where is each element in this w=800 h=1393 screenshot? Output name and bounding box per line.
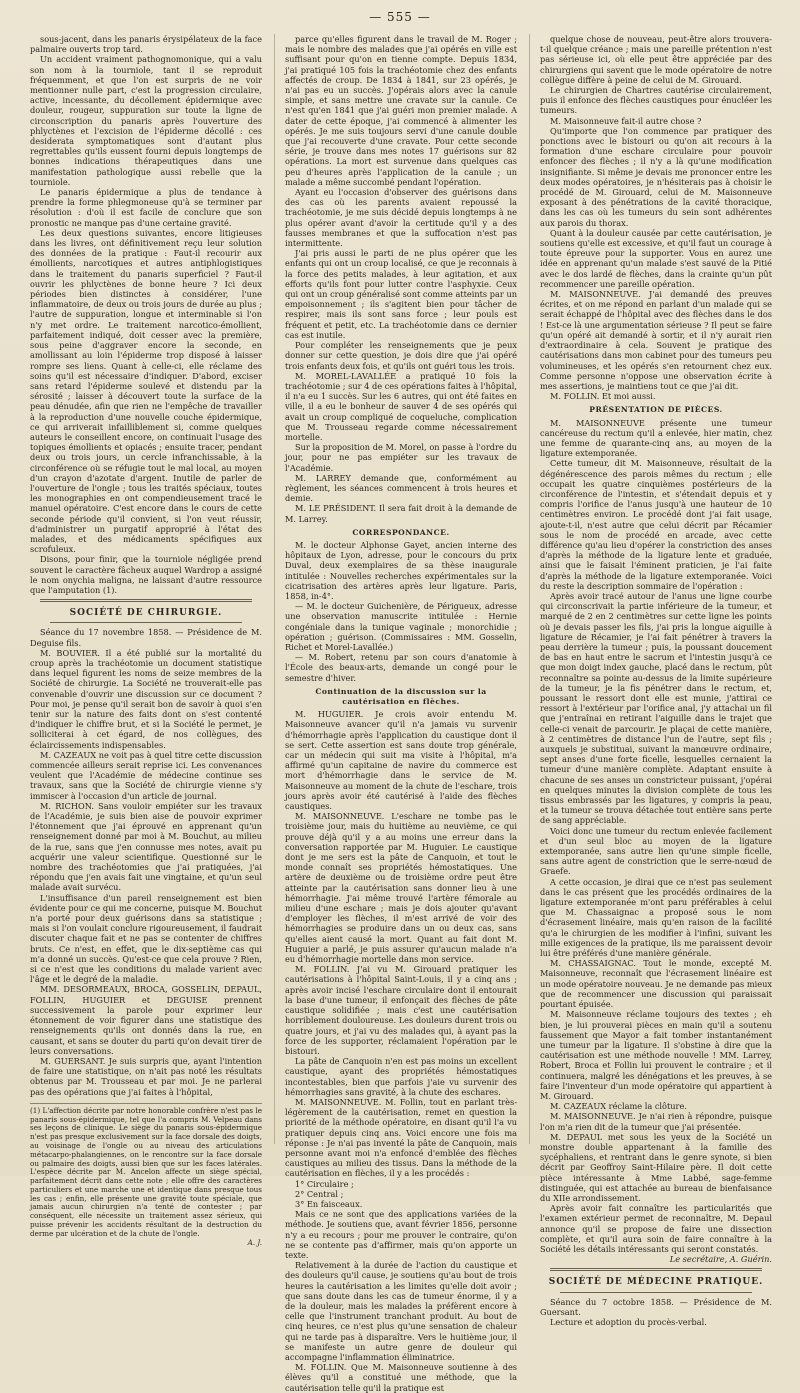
section-rule (40, 599, 252, 602)
paragraph: Pour compléter les renseignements que je peux donner sur cette question, je dois dire que j'ai opéré trois enfants deux fois, et qu'ils ont guéri tous les trois. (285, 340, 517, 371)
paragraph: quelque chose de nouveau, peut-être alors trouvera-t-il quelque créance ; mais une pareille prétention n'est pas sérieuse ici, où elle peut être appréciée par des chirurgiens qui savent que le mode opératoire de notre collègue diffère à peine de celui de M. Girouard. (540, 34, 772, 85)
secretary-signature: Le secrétaire, A. Guérin. (669, 1254, 772, 1265)
paragraph: 2° Central ; (295, 1188, 344, 1199)
paragraph: M. RICHON. Sans vouloir empiéter sur les travaux de l'Académie, je suis bien aise de pouvoir exprimer l'étonnement que j'ai éprouvé en apprenant qu'un renseignement donné par moi à M. Bouchut, au milieu de la rue, sans que j'en connusse mes notes, avait pu acquérir une valeur scientifique. Questionné sur le nombre des trachéotomies que j'ai pratiquées, j'ai répondu que j'en avais fait une vingtaine, et qu'un seul malade avait survécu. (30, 800, 262, 893)
paragraph: M. Maisonneuve réclame toujours des textes ; eh bien, je lui prouverai pièces en main qu'il a soutenu faussement que Mayor a fait tomber instantanément une tumeur par la ligature. Il s'obstine à dire que la cautérisation est une méthode nouvelle ! MM. Larrey, Robert, Broca et Follin lui prouvent le contraire ; et il continuera, malgré les dénégations et les preuves, à se faire l'inventeur d'un mode opératoire qui appartient à M. Girouard. (540, 1009, 772, 1101)
paragraph: Sur la proposition de M. Morel, on passe à l'ordre du jour, pour ne pas empiéter sur les travaux de l'Académie. (285, 442, 517, 473)
paragraph: M. LARREY demande que, conformément au règlement, les séances commencent à trois heures et demie. (285, 472, 517, 504)
paragraph: M. CHASSAIGNAC. Tout le monde, excepté M. Maisonneuve, reconnaît que l'écrasement linéaire est un mode opératoire nouveau. Je ne demande pas mieux que de recommencer une discussion qui paraissait pourtant épuisée. (540, 958, 772, 1010)
paragraph: M. CAZEAUX ne voit pas à quel titre cette discussion commencée ailleurs serait reprise ici. Les convenances veulent que l'Académie de médecine continue ses travaux, sans que la Société de chirurgie vienne s'y immiscer à l'occasion d'un article de journal. (30, 749, 262, 801)
col2-discussion (285, 709, 517, 1393)
col2-correspondence (285, 540, 517, 683)
title-rule-2 (560, 1292, 752, 1293)
paragraph: M. FOLLIN. J'ai vu M. Girouard pratiquer les cautérisations à l'hôpital Saint-Louis, il y a cinq ans ; après avoir incisé l'eschare circulaire dont il entourait la base d'une tumeur, il enfonçait des flèches de pâte caustique solidifiée ; mais c'est une cautérisation horriblement douloureuse. Les douleurs durent trois ou quatre jours, et j'ai vu des malades qui, à ayant pas la force de les supporter, réclamaient l'opération par le bistouri. (285, 964, 517, 1056)
footnote-signature: A. J. (247, 1237, 262, 1247)
society-title: SOCIÉTÉ DE CHIRURGIE. (69, 608, 223, 619)
column-3 (529, 34, 772, 1327)
paragraph: M. MAISONNEUVE présente une tumeur cancéreuse du rectum qu'il a enlevée, hier matin, chez une femme de quarante-cinq ans, au moyen de la ligature extemporanée. (540, 417, 772, 459)
paragraph: M. Maisonneuve fait-il autre chose ? (550, 115, 702, 126)
paragraph: Après avoir tracé autour de l'anus une ligne courbe qui circonscrivait la partie inférieure de la tumeur, et marqué de 2 en 2 centimètres sur cette ligne les points où je devais passer les fils, j'ai pris la longue aiguille à ligature de Récamier, je l'ai fait pénétrer à travers la peau derrière la tumeur ; puis, la poussant doucement de bas en haut entre le sacrum et l'intestin jusqu'à ce que mon doigt index gauche, placé dans le rectum, pût reconnaître sa pointe au-dessus de la limite supérieure de la tumeur, je la fis pénétrer dans le rectum, et, poussant le ressort dont elle est munie, j'attirai ce ressort à l'extérieur par l'orifice anal, j'y attachai un fil que j'entraînai en retirant l'aiguille dans le trajet que celle-ci venait de parcourir. Je plaçai de cette manière, à 2 centimètres de distance l'un de l'autre, sept fils ; auxquels je substituai, suivant la manœuvre ordinaire, sept anses d'une forte ficelle, lesquelles cernaient la tumeur d'une manière complète. Adaptant ensuite à chacune de ses anses un constricteur puissant, j'opérai en quelques minutes la division complète de tous les tissus embrassés par les ligatures, y compris la peau, et la tumeur se trouva détachée tout entière sans perte de sang appréciable. (540, 590, 772, 826)
paragraph: M. MAISONNEUVE. L'eschare ne tombe pas le troisième jour, mais du huitième au neuvième, ce qui prouve déjà qu'il y a au moins une erreur dans la conversation rapportée par M. Huguier. Le caustique dont je me sers est la pâte de Canquoin, et tout le monde connaît ses propriétés hémostatiques. Une artère de deuxième ou de troisième ordre peut être atteinte par la cautérisation sans donner lieu à une hémorrhagie. J'ai même trouvé l'artère fémorale au milieu d'une eschare ; mais je dois ajouter qu'avant d'employer les flèches, il m'est arrivé de voir des hémorrhagies se produire dans un ou deux cas, sans qu'elles aient causé la mort. Quant au fait dont M. Huguier a parlé, je puis assurer qu'aucun malade n'a eu d'hémorrhagie mortelle dans mon service. (285, 811, 517, 965)
paragraph: MM. DESORMEAUX, BROCA, GOSSELIN, DEPAUL, FOLLIN, HUGUIER et DEGUISE prennent successivement la parole pour exprimer leur étonnement de voir figurer dans une statistique des renseignements qu'ils ont donnés dans la rue, en causant, et sans se douter du parti qu'on devait tirer de leurs conversations. (30, 984, 262, 1056)
paragraph: M. FOLLIN. Que M. Maisonneuve soutienne à des élèves qu'il a constitué une méthode, que la cautérisation telle qu'il la pratique est (285, 1362, 517, 1393)
paragraph: M. LE PRÉSIDENT. Il sera fait droit à la demande de M. Larrey. (285, 503, 517, 524)
page-number: — 555 — (369, 10, 431, 24)
paragraph: Disons, pour finir, que la tourniole négligée prend souvent le caractère fâcheux auquel Wardrop a assigné le nom onychia maligna, ne laissant d'autre ressource que l'amputation (1). (30, 554, 262, 595)
column-2 (274, 34, 517, 1393)
col3-presentation (540, 418, 772, 1255)
paragraph: Le chirurgien de Chartres cautérise circulairement, puis il enfonce des flèches caustiques pour énucléer les tumeurs. (540, 85, 772, 116)
paragraph: L'insuffisance d'un pareil renseignement est bien évidente pour ce qui me concerne, puisque M. Bouchut n'a porté pour deux guérisons dans sa statistique ; mais si l'on voulait conclure rigoureusement, il faudrait discuter chaque fait et ne pas se contenter de chiffres bruts. Ce n'est, en effet, que le dix-septième cas qui m'a donné un succès. Qu'est-ce que cela prouve ? Rien, si ce n'est que les conditions du malade varient avec l'âge et le degré de la maladie. (30, 892, 262, 985)
paragraph: M. FOLLIN. Et moi aussi. (550, 391, 656, 402)
paragraph: M. GUERSANT. Je suis surpris que, ayant l'intention de faire une statistique, on n'ait pas noté les résultats obtenus par M. Trousseau et par moi. Je ne parlerai pas des opérations que j'ai faites à l'hôpital, (30, 1055, 262, 1097)
session2-line: Séance du 7 octobre 1858. — Présidence de M. Guersant. (540, 1296, 772, 1317)
paragraph: — M. le docteur Guichenière, de Périgueux, adresse une observation manuscrite intitulée : Hernie congéniale dans la tunique vaginale ; monorchidie ; opération ; guérison. (Commissaires : MM. Gosselin, Richet et Morel-Lavallée.) (285, 601, 517, 652)
paragraph: Après avoir fait connaître les particularités que l'examen extérieur permet de reconnaître, M. Depaul annonce qu'il se propose de faire une dissection complète, et qu'il aura soin de faire connaître à la Société les détails intéressants qui seront constatés. (540, 1203, 772, 1254)
text-columns (30, 34, 772, 1393)
column-1 (30, 34, 262, 1247)
paragraph: parce qu'elles figurent dans le travail de M. Roger ; mais le nombre des malades que j'ai opérés en ville est suffisant pour qu'on en tienne compte. Depuis 1834, j'ai pratiqué 105 fois la trachéotomie chez des enfants affectés de croup. De 1834 à 1841, sur 23 opérés, je n'ai pas eu un succès. J'opérais alors avec la canule simple, et sans mettre une cravate sur la canule. Ce n'est qu'en 1841 que j'ai guéri mon premier malade. A dater de cette époque, j'ai commencé à alimenter les opérés. Je me suis toujours servi d'une canule double que j'ai recouverte d'une cravate. Pour cette seconde série, je trouve dans mes notes 17 guérisons sur 82 opérations. La mort est survenue dans quelques cas peu d'heures après l'application de la canule ; un malade a même succombé pendant l'opération. (285, 34, 517, 187)
paragraph: Mais ce ne sont que des applications variées de la méthode. Je soutiens que, avant février 1856, personne n'y a eu recours ; pour me prouver le contraire, qu'on ne se contente pas d'affirmer, mais qu'on apporte un texte. (285, 1209, 517, 1260)
session-line: Séance du 17 novembre 1858. — Présidence de M. Deguise fils. (30, 627, 262, 648)
paragraph: M. CAZEAUX réclame la clôture. (550, 1101, 687, 1112)
last-paragraph: Lecture et adoption du procès-verbal. (550, 1316, 707, 1327)
paragraph: La pâte de Canquoin n'en est pas moins un excellent caustique, ayant des propriétés hémostatiques incontestables, bien que parfois j'aie vu survenir des hémorrhagies sans gravité, à la chute des eschares. (285, 1056, 517, 1097)
paragraph: Ayant eu l'occasion d'observer des guérisons dans des cas où les parents avaient repoussé la trachéotomie, je me suis décidé depuis longtemps à ne plus opérer avant d'avoir la certitude qu'il y a des fausses membranes et que la suffocation n'est pas intermittente. (285, 187, 517, 249)
paragraph: A cette occasion, je dirai que ce n'est pas seulement dans le cas présent que les procédés ordinaires de la ligature extemporanée m'ont paru préférables à celui que M. Chassaignac a proposé sous le nom d'écrasement linéaire, mais qu'en raison de la facilité qu'a le chirurgien de les modifier à l'infini, suivant les mille exigences de la pratique, ils me paraissent devoir lui être préférés d'une manière générale. (540, 876, 772, 959)
col2-paragraphs (285, 34, 517, 524)
footnote (30, 1103, 262, 1248)
col1-paragraphs (30, 34, 262, 595)
paragraph: Les deux questions suivantes, encore litigieuses dans les livres, ont définitivement reçu leur solution des données de la pratique : Faut-il recourir aux émollients, narcotiques et autres antiphlogistiques dans le traitement du panaris superficiel ? Faut-il ouvrir les phlyctènes de bonne heure ? Ici deux périodes bien distinctes à considérer, l'une inflammatoire, de deux ou trois jours de durée au plus ; l'autre de suppuration, longue et interminable si l'on n'y met ordre. Le traitement narcotico-émollient, parfaitement indiqué, doit cesser avec la première, sous peine d'aggraver encore la seconde, en amollissant au loin l'épiderme trop disposé à laisser rompre ses liens. Quant à celle-ci, elle réclame des soins qu'il est nécessaire d'indiquer. D'abord, exciser sans retard l'épiderme soulevé et distendu par la sérosité ; laisser à découvert toute la surface de la peau dénudée, afin que rien ne l'empêche de travailler à la reproduction d'une nouvelle couche épidermique, ce qui arriverait infailliblement si, comme quelques auteurs le conseillent encore, on continuait l'usage des topiques émollients et opiacés ; ensuite tracer, pendant deux ou trois jours, un cercle infranchissable, à la circonférence où se réfugie tout le mal local, au moyen d'un crayon d'azotate d'argent. Inutile de parler de l'ouverture de l'ongle ; tous les traités spéciaux, toutes les monographies en ont compendieusement tracé le manuel opératoire. C'est encore dans le cours de cette seconde période qu'il convient, si l'on veut réussir, d'administrer un purgatif approprié à l'état des malades, et des médicaments spécifiques aux scrofuleux. (30, 227, 262, 555)
paragraph: Un accident vraiment pathognomonique, qui a valu son nom à la tourniole, tant il se reproduit fréquemment, et que l'on est surpris de ne voir mentionner nulle part, c'est la progression circulaire, active, incessante, du décollement épidermique avec douleur, rougeur, suppuration sur toute la ligne de circonscription du panaris après l'ouverture des phlyctènes et l'excision de l'épiderme décollé : ces desiderata symptomatiques sont d'autant plus regrettables qu'ils eussent fourni depuis longtemps de bonnes indications thérapeutiques dans une manifestation pathologique aussi rebelle que la tourniole. (30, 54, 262, 187)
paragraph: M. MAISONNEUVE. M. Follin, tout en parlant très-légèrement de la cautérisation, remet en question la priorité de la méthode opératoire, en disant qu'il l'a vu pratiquer depuis cinq ans. Voici encore une fois ma réponse : Je n'ai pas inventé la pâte de Canquoin, mais personne avant moi n'a enfoncé d'emblée des flèches caustiques au milieu des tissus. Dans la méthode de la cautérisation en flèches, il y a les procédés : (285, 1096, 517, 1179)
paragraph: Voici donc une tumeur du rectum enlevée facilement et d'un seul bloc au moyen de la ligature extemporanée, sans autre lien qu'une simple ficelle, sans autre agent de constriction que le serre-nœud de Graefe. (540, 825, 772, 877)
paragraph: 1° Circulaire ; (295, 1178, 354, 1189)
section-rule-2 (550, 1268, 762, 1271)
paragraph: M. le docteur Alphonse Gayet, ancien interne des hôpitaux de Lyon, adresse, pour le concours du prix Duval, deux exemplaires de sa thèse inaugurale intitulée : Nouvelles recherches expérimentales sur la cicatrisation des artères après leur ligature. Paris, 1858, in-4°. (285, 539, 517, 601)
title-rule (50, 622, 242, 623)
paragraph: 3° En faisceaux. (295, 1198, 363, 1209)
col1-discussion (30, 648, 262, 1097)
discussion-title: Continuation de la discussion sur la cautérisation en flèches. (315, 686, 487, 706)
paragraph: M. MAISONNEUVE. J'ai demandé des preuves écrites, et on me répond en parlant d'un malade qui se serait échappé de l'hôpital avec des flèches dans le dos ! Est-ce là une argumentation sérieuse ? Il peut se faire qu'un opéré ait demandé à sortir, et il n'y aurait rien d'extraordinaire à cela. Souvent je pratique des cautérisations dans mon cabinet pour des tumeurs peu volumineuses, et les opérés s'en retournent chez eux. Comme personne n'oppose une observation écrite à mes assertions, je maintiens tout ce que j'ai dit. (540, 289, 772, 391)
society2-title: SOCIÉTÉ DE MÉDECINE PRATIQUE. (548, 1277, 764, 1288)
col3-paragraphs (540, 34, 772, 401)
paragraph: J'ai pris aussi le parti de ne plus opérer que les enfants qui ont un croup localisé, ce que je reconnais à la force des petits malades, à leur agitation, et aux efforts qu'ils font pour lutter contre l'asphyxie. Ceux qui ont un croup généralisé sont comme atteints par un empoisonnement ; ils s'agitent bien pour tâcher de respirer, mais ils sont sans force ; leur pouls est fréquent et petit, etc. La trachéotomie dans ce dernier cas est inutile. (285, 248, 517, 340)
paragraph: Cette tumeur, dit M. Maisonneuve, résultait de la dégénérescence des parois mêmes du rectum ; elle occupait les quatre cinquièmes postérieurs de la circonférence de l'intestin, et s'étendait depuis et y compris l'orifice de l'anus jusqu'à une hauteur de 10 centimètres environ. Le procédé dont j'ai fait usage, ajoute-t-il, n'est autre que celui décrit par Récamier sous le nom de procédé en arcade, avec cette différence qu'au lieu d'opérer la constriction des anses d'après la méthode de la ligature lente et graduée, ainsi que le faisait l'éminent praticien, je l'ai faite d'après la méthode de la ligature extemporanée. Voici du reste la description sommaire de l'opération : (540, 458, 772, 591)
paragraph: M. BOUVIER. Il a été publié sur la mortalité du croup après la trachéotomie un document statistique dans lequel figurent les noms de seize membres de la Société de chirurgie. La Société ne trouverait-elle pas convenable d'ouvrir une discussion sur ce document ? Pour moi, je pense qu'il serait bon de savoir à quoi s'en tenir sur la nature des faits dont on s'est contenté d'indiquer le chiffre brut, et si la Société le permet, je solliciterai à cet égard, de nos collègues, des éclaircissements indispensables. (30, 647, 262, 750)
paragraph: Quant à la douleur causée par cette cautérisation, je soutiens qu'elle est excessive, et qu'il faut un courage à toute épreuve pour la supporter. Vous en aurez une idée en apprenant qu'un malade s'est sauvé de la Pitié avec le dos lardé de flèches, dans la crainte qu'un pût recommencer une pareille opération. (540, 227, 772, 289)
paragraph: M. MAISONNEUVE. Je n'ai rien à répondre, puisque l'on m'a rien dit de la tumeur que j'ai présentée. (540, 1111, 772, 1132)
paragraph: M. MOREL-LAVALLÉE a pratiqué 10 fois la trachéotomie ; sur 4 de ces opérations faites à l'hôpital, il n'a eu 1 succès. Sur les 6 autres, qui ont été faites en ville, il a eu le bonheur de sauver 4 de ses opérés qui avait un croup compliqué de coqueluche, complication que M. Trousseau regarde comme nécessairement mortelle. (285, 370, 517, 442)
footnote-text: (1) L'affection décrite par notre honorable confrère n'est pas le panaris sous-épidermique, tel que l'a compris M. Velpeau dans ses leçons de clinique. Le siège du panaris sous-épidermique n'est pas presque exclusivement sur la face dorsale des doigts, au voisinage de l'ongle ou au niveau des articulations métacarpo-phalangiennes, on le rencontre sur la face dorsale ou palmaire des doigts, aussi bien que sur les faces latérales. L'espèce décrite par M. Ancelon affecte un siège spécial, parfaitement décrit dans cette note ; elle offre des caractères particuliers et une marche une et identique dans presque tous les cas ; enfin, elle présente une gravité toute spéciale, que jamais aucun chirurgien n'a tenté de contester ; par conséquent, elle nécessite un traitement assez sérieux, qui puisse prévenir les accidents résultant de la destruction du derme par ulcération et de la chute de l'ongle. (30, 1105, 262, 1238)
paragraph: Le panaris épidermique a plus de tendance à prendre la forme phlegmoneuse qu'à se terminer par résolution : d'où il est facile de conclure que son pronostic ne manque pas d'une certaine gravité. (30, 187, 262, 228)
paragraph: sous-jacent, dans les panaris érysipélateux de la face palmaire ouverts trop tard. (30, 34, 262, 55)
paragraph: — M. Robert, retenu par son cours d'anatomie à l'École des beaux-arts, demande un congé pour le semestre d'hiver. (285, 652, 517, 683)
paragraph: M. DEPAUL met sous les yeux de la Société un monstre double appartenant à la famille des sycéphaliens, et rentrant dans le genre synote, si bien décrit par Geoffroy Saint-Hilaire père. Il doit cette pièce intéressante à Mme Labbé, sage-femme distinguée, qui est attachée au bureau de bienfaisance du XIIe arrondissement. (540, 1131, 772, 1203)
paragraph: M. HUGUIER. Je crois avoir entendu M. Maisonneuve avancer qu'il n'a jamais vu survenir d'hémorrhagie après l'application du caustique dont il se sert. Cette assertion est sans doute trop générale, car un médecin qui suit ma visite à l'hôpital, m'a affirmé qu'un capitaine de navire du commerce est mort d'hémorrhagie dans le service de M. Maisonneuve au moment de la chute de l'eschare, trois jours après avoir été cautérisé à l'aide des flèches caustiques. (285, 709, 517, 812)
paragraph: Qu'importe que l'on commence par pratiquer des ponctions avec le bistouri ou qu'on ait recours à la formation d'une eschare circulaire pour pouvoir enfoncer des flèches ; il n'y a là qu'une modification insignifiante. Si même je devais me prononcer entre les deux modes opératoires, je n'hésiterais pas à choisir le procédé de M. Girouard, celui de M. Maisonneuve exposant à des pénétrations de la cavité thoracique, dans les cas où les tumeurs du sein sont adhérentes aux parois du thorax. (540, 125, 772, 228)
correspondence-title: CORRESPONDANCE. (352, 527, 450, 537)
paragraph: Relativement à la durée de l'action du caustique et des douleurs qu'il cause, je soutiens qu'au bout de trois heures la cautérisation a les limites qu'elle doit avoir ; que sans doute dans les cas de tumeur énorme, il y a de la douleur, mais les malades la préfèrent encore à celle que l'instrument tranchant produit. Au bout de cinq heures, ce n'est plus qu'une sensation de chaleur qui ne tarde pas à disparaître. Vers le huitième jour, il se manifeste un autre genre de douleur qui accompagne l'inflammation éliminatrice. (285, 1260, 517, 1362)
presentation-title: PRÉSENTATION DE PIÈCES. (589, 405, 723, 415)
